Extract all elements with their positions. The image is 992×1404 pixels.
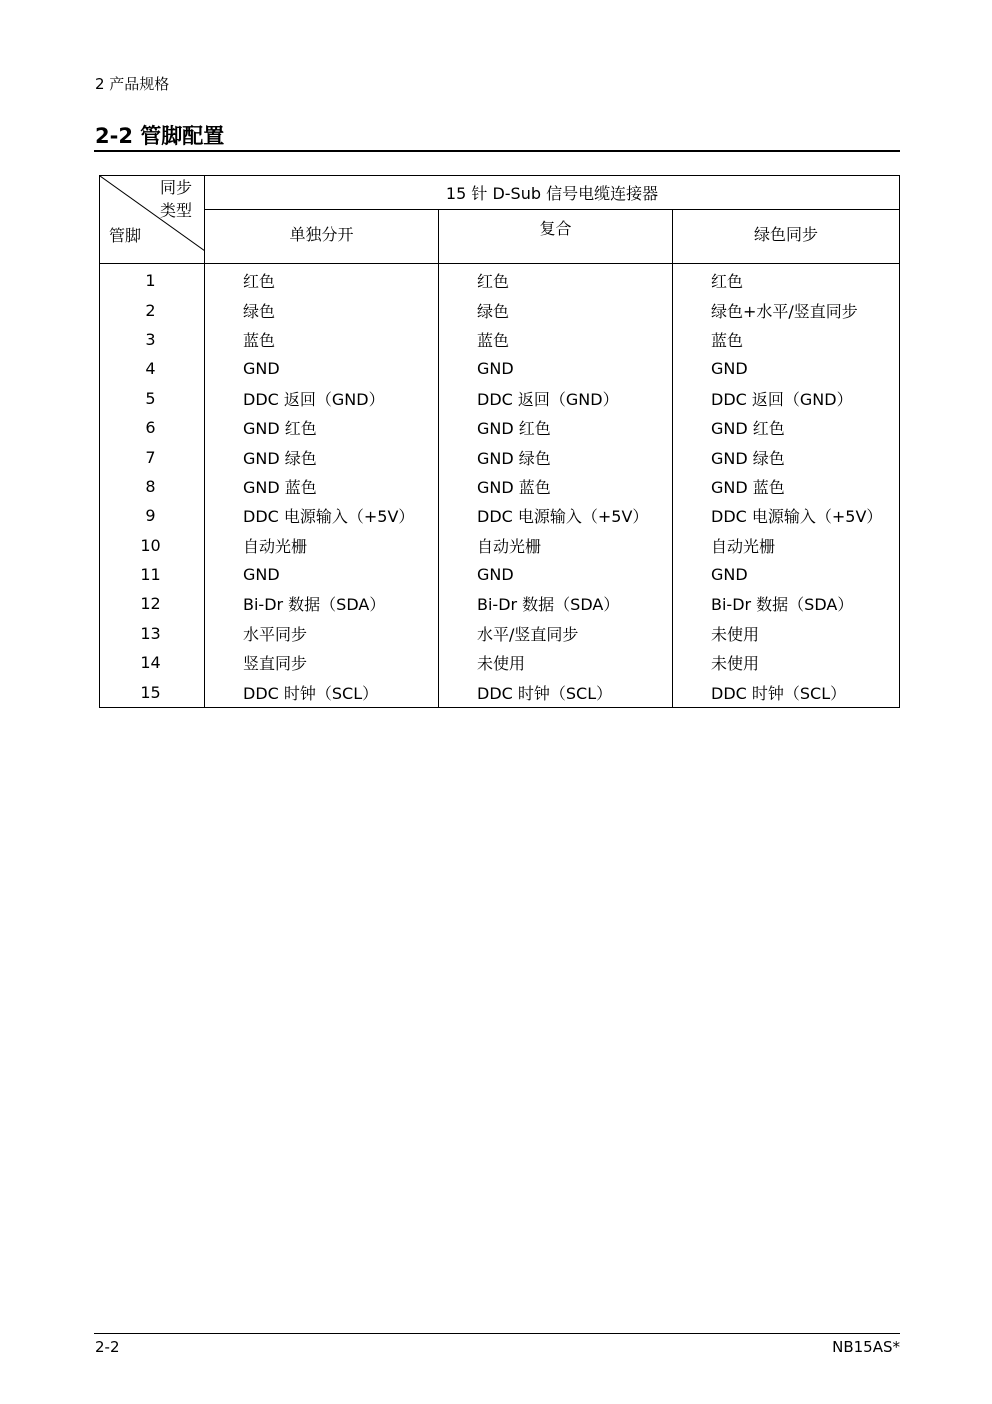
sync-on-green-cell: Bi-Dr 数据（SDA）: [673, 589, 900, 618]
pin-number-cell: 6: [100, 413, 205, 442]
sync-on-green-cell: GND 蓝色: [673, 472, 900, 501]
corner-label-pin: 管脚: [109, 226, 142, 245]
corner-label-type: 类型: [160, 201, 193, 220]
separate-sync-cell: GND 蓝色: [205, 472, 439, 501]
separate-sync-cell: 竖直同步: [205, 648, 439, 677]
separate-sync-cell: GND 绿色: [205, 442, 439, 471]
separate-sync-cell: GND: [205, 560, 439, 589]
corner-header-cell: [100, 176, 205, 264]
composite-sync-cell: GND: [439, 354, 673, 383]
composite-sync-cell: Bi-Dr 数据（SDA）: [439, 589, 673, 618]
composite-sync-cell: DDC 电源输入（+5V）: [439, 501, 673, 530]
pin-rows: [100, 264, 900, 708]
table-row: [100, 619, 900, 648]
table-row: [100, 354, 900, 383]
running-header: 2 产品规格: [95, 75, 170, 93]
pin-number-cell: 14: [100, 648, 205, 677]
column-header-composite: 复合: [439, 210, 673, 264]
footer-rule: [94, 1333, 900, 1334]
table-row: [100, 560, 900, 589]
footer-page-number: 2-2: [95, 1338, 120, 1356]
separate-sync-cell: Bi-Dr 数据（SDA）: [205, 589, 439, 618]
table-row: [100, 264, 900, 296]
composite-sync-cell: GND 绿色: [439, 442, 673, 471]
pin-number-cell: 9: [100, 501, 205, 530]
table-row: [100, 677, 900, 707]
separate-sync-cell: 红色: [205, 264, 439, 296]
table-row: [100, 589, 900, 618]
separate-sync-cell: 自动光栅: [205, 531, 439, 560]
sync-on-green-cell: GND: [673, 560, 900, 589]
section-title: 2-2 管脚配置: [95, 124, 225, 148]
sync-on-green-cell: 绿色+水平/竖直同步: [673, 295, 900, 324]
pin-number-cell: 2: [100, 295, 205, 324]
pin-number-cell: 15: [100, 677, 205, 707]
table-row: [100, 472, 900, 501]
sync-on-green-cell: GND 绿色: [673, 442, 900, 471]
title-underline: [94, 150, 900, 152]
pin-configuration-table: [99, 175, 900, 708]
separate-sync-cell: 水平同步: [205, 619, 439, 648]
pin-number-cell: 4: [100, 354, 205, 383]
table-row: [100, 442, 900, 471]
separate-sync-cell: DDC 返回（GND）: [205, 384, 439, 413]
composite-sync-cell: 未使用: [439, 648, 673, 677]
sync-on-green-cell: GND 红色: [673, 413, 900, 442]
pin-number-cell: 8: [100, 472, 205, 501]
composite-sync-cell: DDC 返回（GND）: [439, 384, 673, 413]
connector-group-header: 15 针 D-Sub 信号电缆连接器: [205, 176, 900, 210]
composite-sync-cell: 红色: [439, 264, 673, 296]
sync-on-green-cell: 蓝色: [673, 325, 900, 354]
corner-label-sync: 同步: [160, 178, 193, 197]
pin-number-cell: 10: [100, 531, 205, 560]
pin-number-cell: 13: [100, 619, 205, 648]
separate-sync-cell: GND: [205, 354, 439, 383]
pin-number-cell: 1: [100, 264, 205, 296]
sync-on-green-cell: 未使用: [673, 619, 900, 648]
sync-on-green-cell: 红色: [673, 264, 900, 296]
separate-sync-cell: GND 红色: [205, 413, 439, 442]
sync-on-green-cell: GND: [673, 354, 900, 383]
composite-sync-cell: 蓝色: [439, 325, 673, 354]
pin-number-cell: 3: [100, 325, 205, 354]
separate-sync-cell: DDC 电源输入（+5V）: [205, 501, 439, 530]
table-row: [100, 295, 900, 324]
sync-on-green-cell: DDC 电源输入（+5V）: [673, 501, 900, 530]
pin-number-cell: 5: [100, 384, 205, 413]
footer-model-number: NB15AS*: [832, 1338, 900, 1356]
composite-sync-cell: 绿色: [439, 295, 673, 324]
composite-sync-cell: 自动光栅: [439, 531, 673, 560]
separate-sync-cell: 蓝色: [205, 325, 439, 354]
table-row: [100, 648, 900, 677]
sync-on-green-cell: DDC 返回（GND）: [673, 384, 900, 413]
separate-sync-cell: 绿色: [205, 295, 439, 324]
composite-sync-cell: 水平/竖直同步: [439, 619, 673, 648]
table-row: [100, 384, 900, 413]
composite-sync-cell: DDC 时钟（SCL）: [439, 677, 673, 707]
table-row: [100, 531, 900, 560]
column-header-separate: 单独分开: [205, 210, 439, 264]
sync-on-green-cell: DDC 时钟（SCL）: [673, 677, 900, 707]
composite-sync-cell: GND 蓝色: [439, 472, 673, 501]
column-header-sync-on-green: 绿色同步: [673, 210, 900, 264]
separate-sync-cell: DDC 时钟（SCL）: [205, 677, 439, 707]
table-row: [100, 413, 900, 442]
pin-number-cell: 11: [100, 560, 205, 589]
sync-on-green-cell: 未使用: [673, 648, 900, 677]
table-row: [100, 325, 900, 354]
pin-number-cell: 7: [100, 442, 205, 471]
composite-sync-cell: GND 红色: [439, 413, 673, 442]
composite-sync-cell: GND: [439, 560, 673, 589]
pin-number-cell: 12: [100, 589, 205, 618]
table-row: [100, 501, 900, 530]
sync-on-green-cell: 自动光栅: [673, 531, 900, 560]
